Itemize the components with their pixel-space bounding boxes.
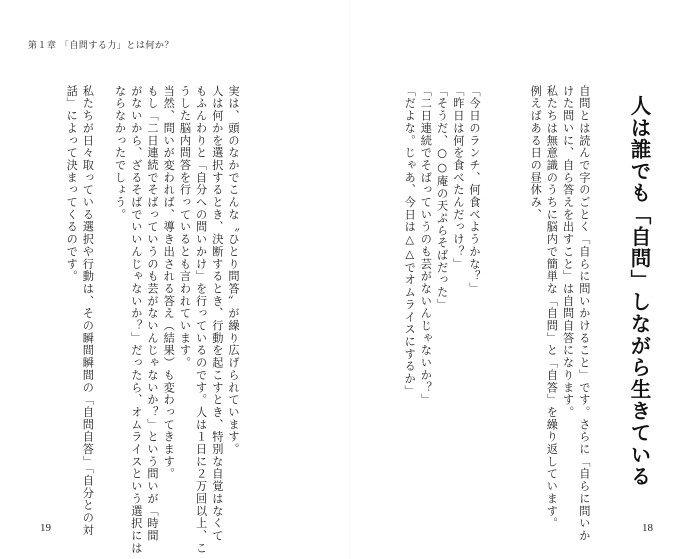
page-gutter bbox=[349, 0, 350, 559]
text-line: 当然、問いが変われば、導き出される答え（結果）も変わってきます。 bbox=[162, 85, 176, 481]
dialogue-line: 「今日のランチ、何食べようかな？」 bbox=[468, 85, 482, 295]
text-line: がないから、ざるそばでいいんじゃないか？」だったら、オムライスという選択には bbox=[129, 85, 143, 555]
dialogue-line: 「だよな。じゃあ、今日は△△でオムライスにするか」 bbox=[403, 85, 417, 398]
dialogue-line: 「そうだ、○○庵の天ぷらそばだった」 bbox=[435, 85, 449, 311]
text-line: 自問とは読んで字のごとく「自らに問いかけること」です。さらに「自らに問いか bbox=[577, 85, 591, 542]
text-line: けた問いに、自ら答えを出すこと」は自問自答になります。 bbox=[561, 85, 575, 419]
left-page-body bbox=[63, 85, 241, 554]
section-heading: 人は誰でも「自問」しながら生きている bbox=[627, 95, 651, 488]
right-page-dialogue bbox=[401, 85, 482, 406]
page-number-right: 18 bbox=[642, 522, 653, 534]
text-line: もふんわりと「自分への問いかけ」を行っているのです。人は１日に２万回以上、こ bbox=[194, 85, 208, 555]
text-line: 話」によって決まってくるのです。 bbox=[65, 85, 79, 283]
dialogue-line: 「昨日は何を食べたんだっけ？」 bbox=[451, 85, 465, 271]
running-head: 第１章 「自問する力」とは何か？ bbox=[28, 41, 174, 51]
text-line: うした脳内問答を行っているとも言われています。 bbox=[178, 85, 192, 370]
page-number-left: 19 bbox=[40, 522, 51, 534]
text-line: 私たちが日々取っている選択や行動は、その瞬間瞬間の「自問自答」「自分との対 bbox=[81, 85, 95, 537]
right-page-intro bbox=[527, 85, 592, 542]
text-line: ならなかったでしょう。 bbox=[113, 85, 127, 221]
text-line: もし「二日連続でそばっていうのも芸がないんじゃないか？」という問いが「時間 bbox=[146, 85, 160, 542]
text-line: 人は何かを選択するとき、決断するとき、行動を起こすとき、特別な自覚はなくて bbox=[210, 85, 224, 542]
text-line: 実は、頭のなかでこんな〝ひとり問答〟が繰り広げられています。 bbox=[227, 85, 241, 456]
text-line: 私たちは無意識のうちに脳内で簡単な「自問」と「自答」を繰り返しています。 bbox=[545, 85, 559, 530]
text-line: 例えばある日の昼休み、 bbox=[529, 85, 543, 221]
dialogue-line: 「二日連続でそばっていうのも芸がないんじゃないか？」 bbox=[419, 85, 433, 407]
